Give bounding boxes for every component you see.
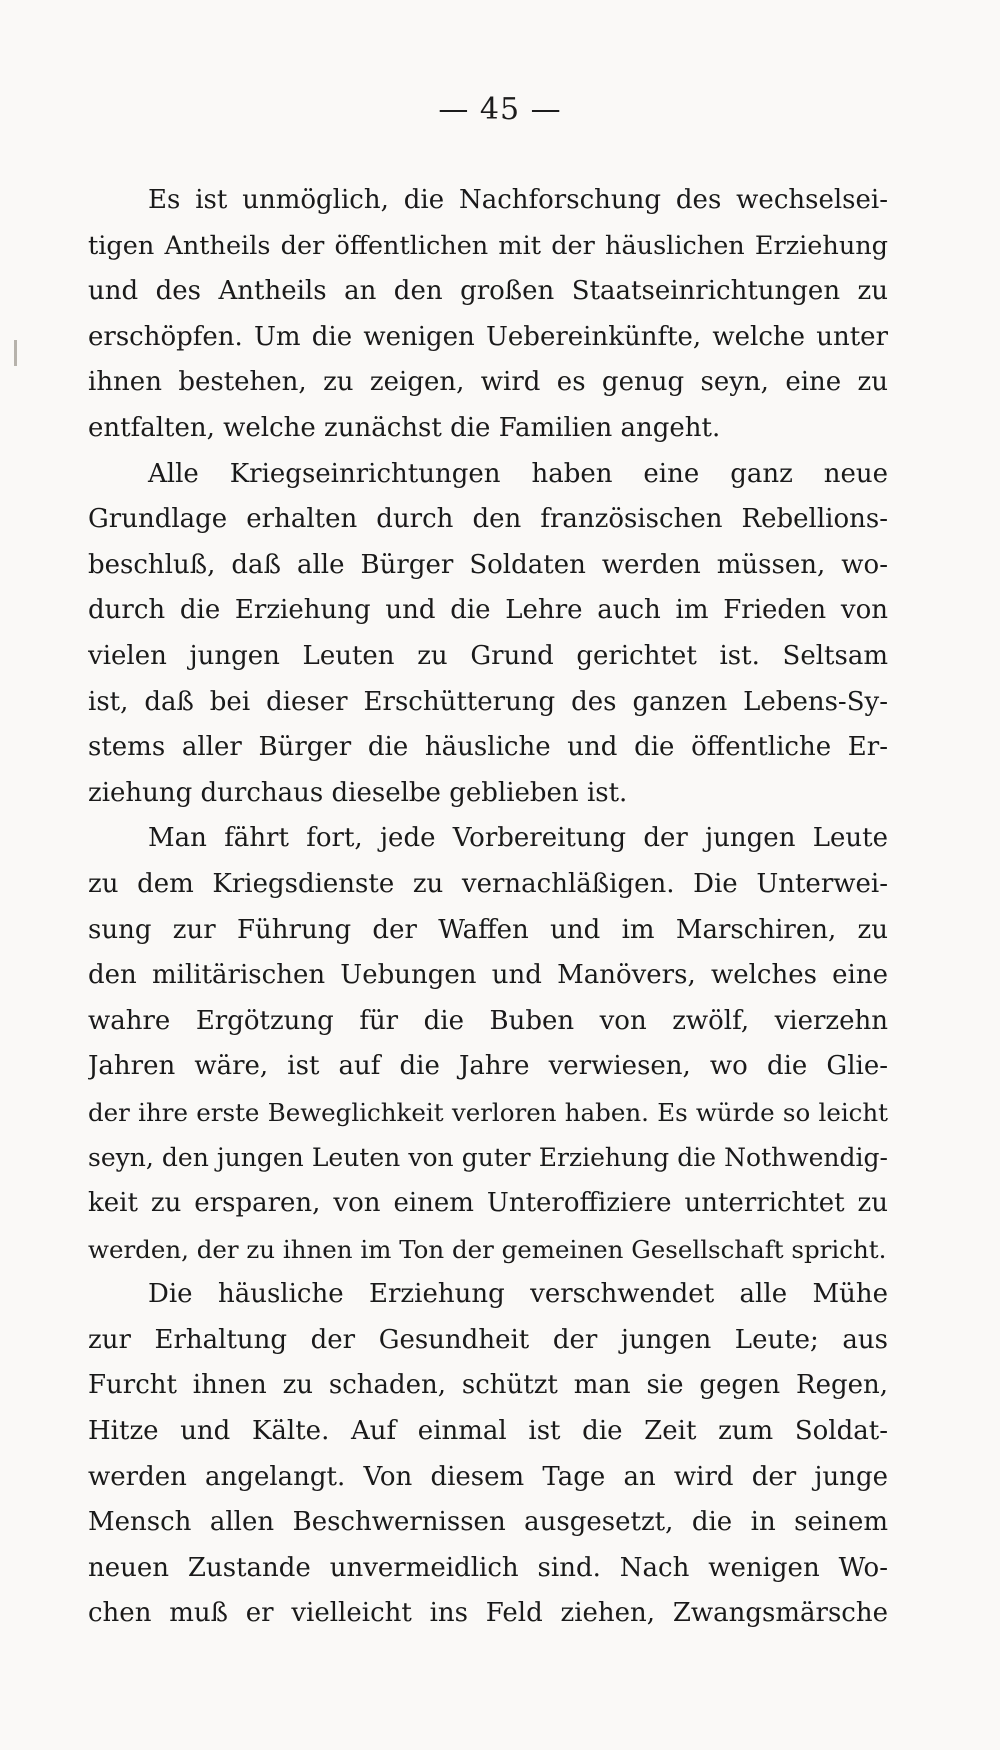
text-line: chen muß er vielleicht ins Feld ziehen, Zwangsmärsche	[88, 1598, 888, 1629]
text-line: ist, daß bei dieser Erschütterung des ganzen Lebens-Sy-	[88, 686, 888, 717]
text-line: seyn, den jungen Leuten von guter Erziehung die Nothwendig-	[88, 1143, 888, 1173]
text-line: den militärischen Uebungen und Manövers, welches eine	[88, 960, 888, 991]
text-line: durch die Erziehung und die Lehre auch im Frieden von	[88, 595, 888, 626]
text-line: wahre Ergötzung für die Buben von zwölf, vierzehn	[88, 1005, 888, 1036]
text-line: Furcht ihnen zu schaden, schützt man sie gegen Regen,	[88, 1370, 888, 1401]
body-text	[88, 178, 888, 1637]
text-line: der ihre erste Beweglichkeit verloren haben. Es würde so leicht	[88, 1097, 888, 1127]
text-line: vielen jungen Leuten zu Grund gerichtet ist. Seltsam	[88, 640, 888, 671]
text-line: werden angelangt. Von diesem Tage an wird der junge	[88, 1461, 888, 1492]
text-line: ziehung durchaus dieselbe geblieben ist.	[88, 777, 628, 808]
text-line: beschluß, daß alle Bürger Soldaten werden müssen, wo-	[88, 549, 888, 580]
text-line: Es ist unmöglich, die Nachforschung des wechselsei-	[148, 185, 888, 215]
page-edge-mark	[14, 340, 17, 366]
text-line: zur Erhaltung der Gesundheit der jungen Leute; aus	[88, 1324, 888, 1355]
text-line: Hitze und Kälte. Auf einmal ist die Zeit zum Soldat-	[88, 1416, 888, 1447]
text-line: werden, der zu ihnen im Ton der gemeinen Gesellschaft spricht.	[88, 1234, 887, 1264]
text-line: Mensch allen Beschwernissen ausgesetzt, die in seinem	[88, 1507, 888, 1538]
text-line: und des Antheils an den großen Staatseinrichtungen zu	[88, 276, 888, 307]
text-line: ihnen bestehen, zu zeigen, wird es genug seyn, eine zu	[88, 367, 888, 398]
text-line: Jahren wäre, ist auf die Jahre verwiesen, wo die Glie-	[88, 1051, 888, 1082]
text-line: Grundlage erhalten durch den französischen Rebellions-	[88, 504, 888, 535]
text-line: Man fährt fort, jede Vorbereitung der jungen Leute	[148, 823, 888, 854]
text-line: sung zur Führung der Waffen und im Marschiren, zu	[88, 914, 888, 945]
text-line: keit zu ersparen, von einem Unteroffiziere unterrichtet zu	[88, 1188, 888, 1219]
text-line: Alle Kriegseinrichtungen haben eine ganz neue	[148, 458, 888, 489]
text-line: neuen Zustande unvermeidlich sind. Nach wenigen Wo-	[88, 1552, 888, 1583]
text-line: stems aller Bürger die häusliche und die öffentliche Er-	[88, 732, 888, 763]
page-header: — 45 —	[438, 92, 562, 127]
text-line: Die häusliche Erziehung verschwendet alle Mühe	[148, 1279, 888, 1310]
text-line: entfalten, welche zunächst die Familien angeht.	[88, 412, 721, 443]
text-line: tigen Antheils der öffentlichen mit der häuslichen Erziehung	[88, 230, 888, 261]
text-line: erschöpfen. Um die wenigen Uebereinkünfte, welche unter	[88, 321, 888, 352]
bleed-through-text: ⠀	[760, 400, 775, 424]
text-line: zu dem Kriegsdienste zu vernachläßigen. Die Unterwei-	[88, 868, 888, 899]
